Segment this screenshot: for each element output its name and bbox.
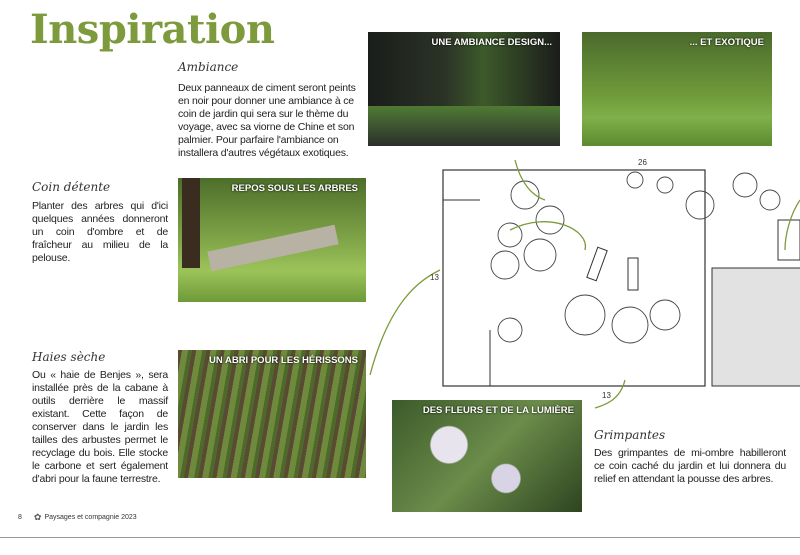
photo-caption: DES FLEURS ET DE LA LUMIÈRE [422, 405, 574, 416]
dim-top: 26 [638, 158, 647, 167]
detente-text: Planter des arbres qui d'ici quelques années donneront un coin d'ombre et de fraîcheur au milieu de la pelouse. [32, 200, 168, 264]
publication-name: Paysages et compagnie 2023 [44, 514, 137, 521]
house [712, 268, 800, 386]
ambiance-heading: Ambiance [178, 60, 239, 74]
haies-text: Ou « haie de Benjes », sera installée près de la cabane à outils derrière le massif existant. Cette façon de conserver dans le jardin les tailles des arbustes permet le recyclage du bois. Elle stocke le carbone et sert également d'abri pour la faune terrestre. [32, 369, 168, 485]
haies-heading: Haies sèche [32, 350, 106, 364]
dim-bottom: 13 [602, 391, 611, 400]
plan-boundary [443, 170, 705, 386]
photo-design [368, 32, 560, 146]
photo-caption: UNE AMBIANCE DESIGN... [431, 37, 552, 48]
dim-left: 13 [430, 273, 439, 282]
page-title: Inspiration [30, 6, 275, 53]
page-number: 8 [18, 514, 22, 521]
footer [18, 512, 137, 523]
garden-plan [360, 140, 800, 410]
photo-caption: REPOS SOUS LES ARBRES [231, 183, 358, 194]
photo-caption: ... ET EXOTIQUE [689, 37, 764, 48]
photo-herissons [178, 350, 366, 478]
grimpantes-heading: Grimpantes [594, 428, 666, 442]
detente-heading: Coin détente [32, 180, 111, 194]
ambiance-text: Deux panneaux de ciment seront peints en noir pour donner une ambiance à ce coin de jardin qui sera sur le thème du voyage, avec sa viorne de Chine et son palmier. Pour parfaire l'ambiance on installera d'autres végétaux exotiques. [178, 82, 356, 159]
photo-exotique [582, 32, 772, 146]
photo-repos [178, 178, 366, 302]
publication-logo-icon: ✿ [33, 512, 42, 522]
photo-caption: UN ABRI POUR LES HÉRISSONS [208, 355, 358, 366]
footer-divider [0, 537, 800, 538]
grimpantes-text: Des grimpantes de mi-ombre habilleront ce coin caché du jardin et lui donnera du relief en attendant la pousse des arbres. [594, 447, 786, 485]
photo-fleurs [392, 400, 582, 512]
